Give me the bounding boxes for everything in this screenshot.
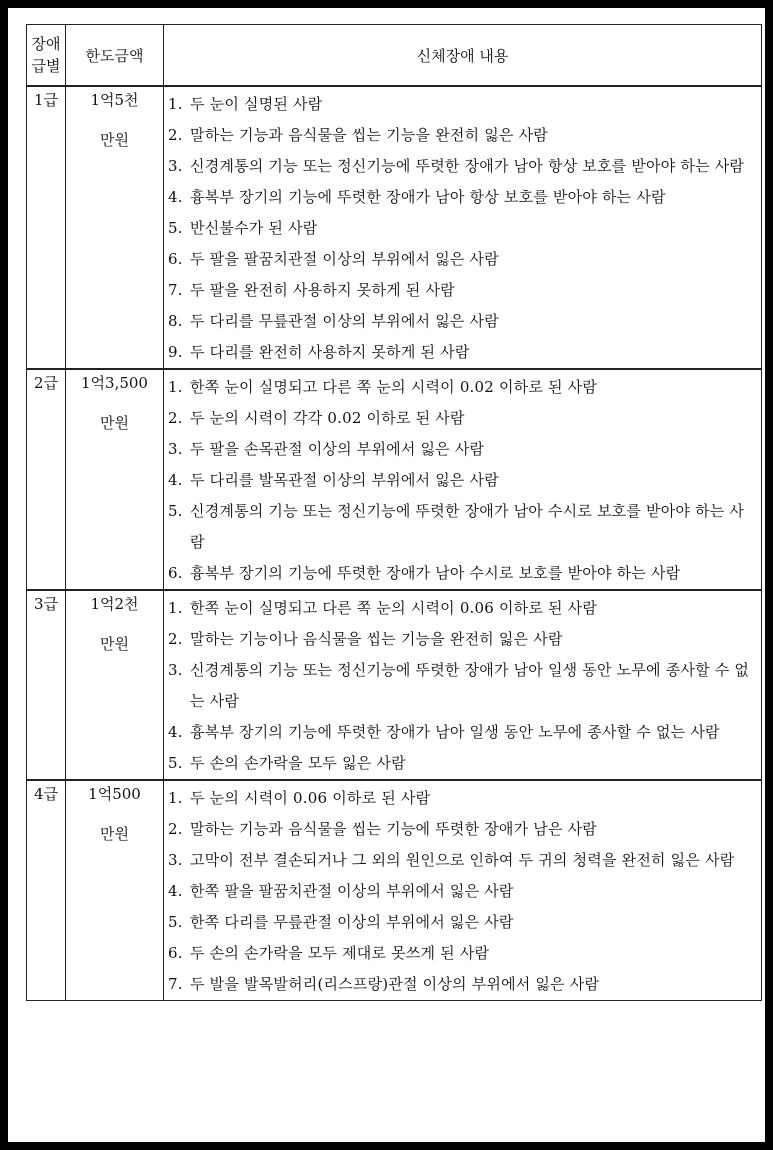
item-text: 두 팔을 완전히 사용하지 못하게 된 사람 bbox=[190, 281, 455, 299]
item-text: 두 발을 발목발허리(리스프랑)관절 이상의 부위에서 잃은 사람 bbox=[190, 975, 600, 993]
item-text: 한쪽 눈이 실명되고 다른 쪽 눈의 시력이 0.02 이하로 된 사람 bbox=[190, 378, 598, 396]
list-item bbox=[168, 434, 757, 465]
table-row bbox=[27, 369, 762, 590]
item-number: 3. bbox=[168, 157, 183, 175]
item-number: 7. bbox=[168, 975, 183, 993]
content-cell bbox=[164, 590, 762, 780]
limit-cell bbox=[66, 369, 164, 590]
list-item bbox=[168, 275, 757, 306]
list-item bbox=[168, 655, 757, 717]
grade-cell: 4급 bbox=[27, 780, 66, 1001]
item-text: 말하는 기능과 음식물을 씹는 기능에 뚜렷한 장애가 남은 사람 bbox=[190, 820, 597, 838]
item-number: 1. bbox=[168, 789, 183, 807]
list-item bbox=[168, 372, 757, 403]
item-text: 두 눈의 시력이 각각 0.02 이하로 된 사람 bbox=[190, 409, 465, 427]
item-number: 4. bbox=[168, 188, 183, 206]
list-item bbox=[168, 337, 757, 368]
header-grade: 장애 급별 bbox=[27, 25, 66, 87]
limit-amount: 1억5천 bbox=[90, 91, 139, 109]
list-item bbox=[168, 151, 757, 182]
item-text: 두 다리를 완전히 사용하지 못하게 된 사람 bbox=[190, 343, 470, 361]
item-text: 흉복부 장기의 기능에 뚜렷한 장애가 남아 일생 동안 노무에 종사할 수 없는 사람 bbox=[190, 723, 720, 741]
item-number: 1. bbox=[168, 599, 183, 617]
limit-unit: 만원 bbox=[100, 131, 129, 149]
limit-unit: 만원 bbox=[100, 414, 129, 432]
item-text: 고막이 전부 결손되거나 그 외의 원인으로 인하여 두 귀의 청력을 완전히 잃은 사람 bbox=[190, 851, 735, 869]
item-number: 7. bbox=[168, 281, 183, 299]
document-page bbox=[8, 8, 765, 1142]
item-number: 4. bbox=[168, 471, 183, 489]
list-item bbox=[168, 783, 757, 814]
list-item bbox=[168, 120, 757, 151]
grade-cell: 2급 bbox=[27, 369, 66, 590]
item-text: 두 팔을 팔꿈치관절 이상의 부위에서 잃은 사람 bbox=[190, 250, 499, 268]
limit-amount: 1억2천 bbox=[90, 595, 139, 613]
item-number: 6. bbox=[168, 564, 183, 582]
item-text: 두 손의 손가락을 모두 잃은 사람 bbox=[190, 754, 406, 772]
item-text: 반신불수가 된 사람 bbox=[190, 219, 318, 237]
content-cell bbox=[164, 86, 762, 369]
list-item bbox=[168, 845, 757, 876]
list-item bbox=[168, 907, 757, 938]
list-item bbox=[168, 748, 757, 779]
list-item bbox=[168, 876, 757, 907]
item-text: 신경계통의 기능 또는 정신기능에 뚜렷한 장애가 남아 일생 동안 노무에 종사할 수 없는 사람 bbox=[190, 661, 750, 710]
item-number: 9. bbox=[168, 343, 183, 361]
list-item bbox=[168, 814, 757, 845]
list-item bbox=[168, 403, 757, 434]
limit-amount: 1억3,500 bbox=[81, 374, 148, 392]
limit-cell bbox=[66, 86, 164, 369]
limit-unit: 만원 bbox=[100, 825, 129, 843]
limit-amount: 1억500 bbox=[88, 785, 141, 803]
item-number: 3. bbox=[168, 440, 183, 458]
item-number: 1. bbox=[168, 378, 183, 396]
item-number: 2. bbox=[168, 820, 183, 838]
table-row bbox=[27, 86, 762, 369]
item-text: 두 눈이 실명된 사람 bbox=[190, 95, 323, 113]
header-limit: 한도금액 bbox=[66, 25, 164, 87]
table-row bbox=[27, 780, 762, 1001]
limit-cell bbox=[66, 590, 164, 780]
item-number: 3. bbox=[168, 661, 183, 679]
list-item bbox=[168, 593, 757, 624]
item-text: 두 다리를 발목관절 이상의 부위에서 잃은 사람 bbox=[190, 471, 499, 489]
content-cell bbox=[164, 369, 762, 590]
item-text: 두 눈의 시력이 0.06 이하로 된 사람 bbox=[190, 789, 431, 807]
item-number: 8. bbox=[168, 312, 183, 330]
item-text: 두 손의 손가락을 모두 제대로 못쓰게 된 사람 bbox=[190, 944, 490, 962]
item-text: 두 다리를 무릎관절 이상의 부위에서 잃은 사람 bbox=[190, 312, 499, 330]
list-item bbox=[168, 182, 757, 213]
item-number: 4. bbox=[168, 723, 183, 741]
item-number: 2. bbox=[168, 126, 183, 144]
item-number: 6. bbox=[168, 250, 183, 268]
list-item bbox=[168, 624, 757, 655]
item-text: 신경계통의 기능 또는 정신기능에 뚜렷한 장애가 남아 수시로 보호를 받아야 하는 사람 bbox=[190, 502, 745, 551]
item-text: 두 팔을 손목관절 이상의 부위에서 잃은 사람 bbox=[190, 440, 485, 458]
item-number: 3. bbox=[168, 851, 183, 869]
item-text: 흉복부 장기의 기능에 뚜렷한 장애가 남아 항상 보호를 받아야 하는 사람 bbox=[190, 188, 666, 206]
grade-cell: 1급 bbox=[27, 86, 66, 369]
list-item bbox=[168, 465, 757, 496]
item-number: 5. bbox=[168, 502, 183, 520]
list-item bbox=[168, 496, 757, 558]
item-number: 5. bbox=[168, 754, 183, 772]
item-number: 6. bbox=[168, 944, 183, 962]
item-text: 흉복부 장기의 기능에 뚜렷한 장애가 남아 수시로 보호를 받아야 하는 사람 bbox=[190, 564, 681, 582]
list-item bbox=[168, 558, 757, 589]
item-number: 4. bbox=[168, 882, 183, 900]
item-text: 신경계통의 기능 또는 정신기능에 뚜렷한 장애가 남아 항상 보호를 받아야 하는 사람 bbox=[190, 157, 745, 175]
header-content: 신체장애 내용 bbox=[164, 25, 762, 87]
item-text: 한쪽 다리를 무릎관절 이상의 부위에서 잃은 사람 bbox=[190, 913, 514, 931]
item-text: 한쪽 눈이 실명되고 다른 쪽 눈의 시력이 0.06 이하로 된 사람 bbox=[190, 599, 598, 617]
item-number: 5. bbox=[168, 219, 183, 237]
table-header-row bbox=[27, 25, 762, 87]
table-row bbox=[27, 590, 762, 780]
item-text: 말하는 기능과 음식물을 씹는 기능을 완전히 잃은 사람 bbox=[190, 126, 548, 144]
item-number: 2. bbox=[168, 409, 183, 427]
grade-cell: 3급 bbox=[27, 590, 66, 780]
item-text: 한쪽 팔을 팔꿈치관절 이상의 부위에서 잃은 사람 bbox=[190, 882, 514, 900]
list-item bbox=[168, 938, 757, 969]
content-cell bbox=[164, 780, 762, 1001]
list-item bbox=[168, 89, 757, 120]
limit-unit: 만원 bbox=[100, 635, 129, 653]
item-number: 5. bbox=[168, 913, 183, 931]
list-item bbox=[168, 717, 757, 748]
list-item bbox=[168, 306, 757, 337]
limit-cell bbox=[66, 780, 164, 1001]
list-item bbox=[168, 969, 757, 1000]
item-number: 2. bbox=[168, 630, 183, 648]
item-text: 말하는 기능이나 음식물을 씹는 기능을 완전히 잃은 사람 bbox=[190, 630, 563, 648]
disability-grade-table bbox=[26, 24, 762, 1001]
list-item bbox=[168, 213, 757, 244]
list-item bbox=[168, 244, 757, 275]
item-number: 1. bbox=[168, 95, 183, 113]
